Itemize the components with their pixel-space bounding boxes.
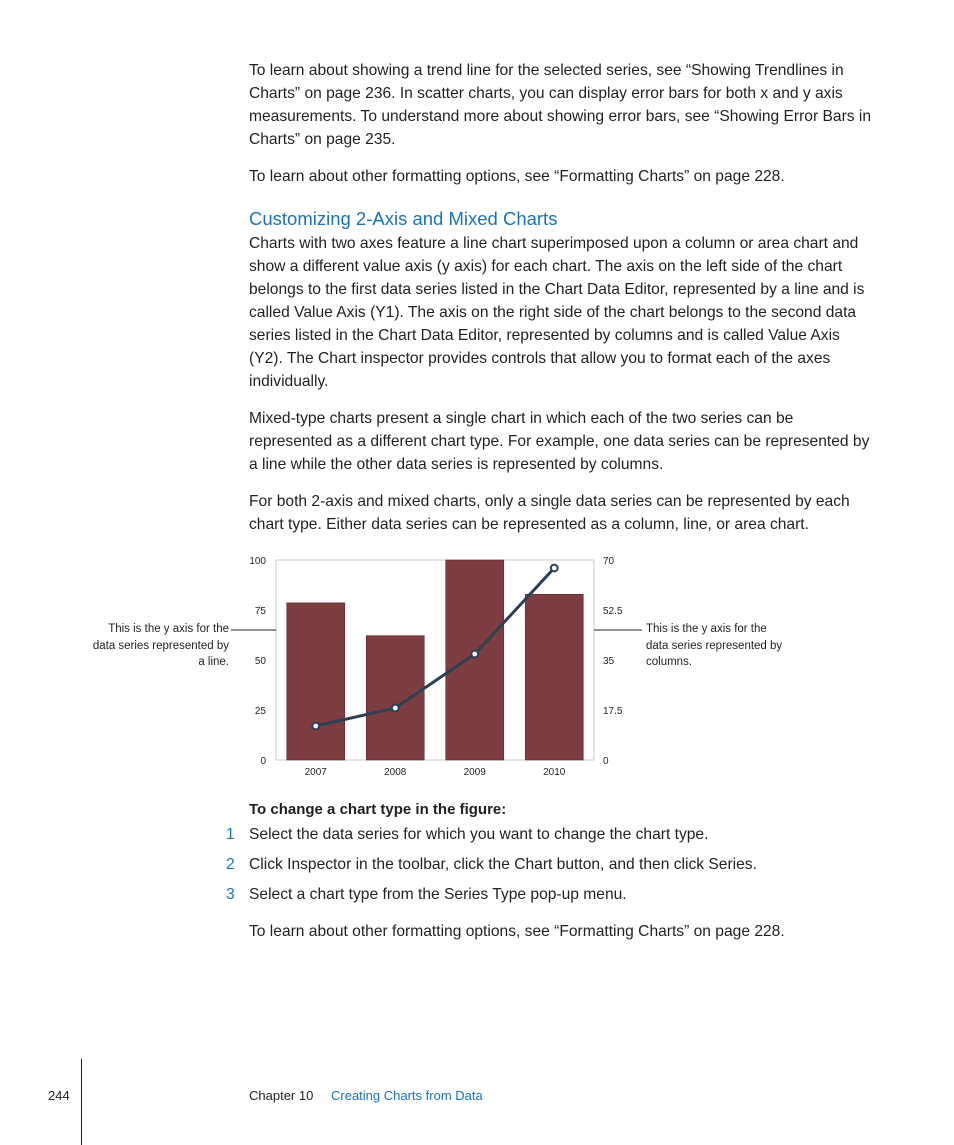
right-axis-tick-label: 17.5 — [603, 706, 623, 717]
closing-paragraph: To learn about other formatting options, see “Formatting Charts” on page 228. — [249, 923, 785, 940]
right-axis-ticks — [603, 556, 623, 767]
left-axis-callout: This is the y axis for the data series represented by a line. — [92, 623, 229, 668]
left-axis-tick-label: 50 — [254, 656, 266, 667]
footer-divider — [81, 1059, 82, 1145]
column-bar — [366, 636, 424, 760]
column-series — [287, 560, 584, 760]
step-text: Click Inspector in the toolbar, click the Chart button, and then click Series. — [249, 856, 757, 873]
column-bar — [525, 594, 583, 760]
line-point — [392, 705, 399, 712]
step-number: 3 — [226, 886, 235, 903]
procedure-title: To change a chart type in the figure: — [249, 801, 507, 818]
series-line — [316, 568, 555, 726]
mixed-type-paragraph: Mixed-type charts present a single chart in which each of the two series can be represented as a different chart type. For example, one data series can be represented by a line while the other data series is represented by columns. — [249, 410, 870, 473]
category-axis-ticks — [305, 767, 566, 778]
plot-area-frame — [276, 560, 594, 760]
left-axis-ticks — [249, 556, 266, 767]
category-tick-label: 2008 — [384, 767, 407, 778]
category-tick-label: 2010 — [543, 767, 566, 778]
left-axis-tick-label: 25 — [254, 706, 266, 717]
right-axis-tick-label: 52.5 — [603, 606, 623, 617]
left-axis-tick-label: 75 — [254, 606, 266, 617]
column-bar — [287, 603, 345, 760]
column-bar — [446, 560, 504, 760]
right-axis-tick-label: 70 — [603, 556, 615, 567]
step-number: 2 — [226, 856, 235, 873]
category-tick-label: 2009 — [463, 767, 486, 778]
right-axis-callout: This is the y axis for the data series represented by columns. — [646, 623, 783, 668]
line-point — [551, 565, 558, 572]
right-axis-tick-label: 35 — [603, 656, 615, 667]
section-heading: Customizing 2-Axis and Mixed Charts — [249, 208, 558, 229]
step-text: Select a chart type from the Series Type pop-up menu. — [249, 886, 627, 903]
right-axis-tick-label: 0 — [603, 756, 609, 767]
step-number: 1 — [226, 826, 235, 843]
category-tick-label: 2007 — [304, 767, 327, 778]
two-axis-paragraph: Charts with two axes feature a line chart superimposed upon a column or area chart and show a different value axis (y axis) for each chart. The axis on the left side of the chart belongs to the first data series listed in the Chart Data Editor, represented by a line and is called Value Axis (Y1). The axis on the right side of the chart belongs to the second data series listed in the Chart Data Editor, represented by columns and is called Value Axis (Y2). The Chart inspector provides controls that allow you to format each of the axes individually. — [249, 235, 865, 390]
both-types-paragraph: For both 2-axis and mixed charts, only a single data series can be represented by each chart type. Either data series can be represented as a column, line, or area chart. — [249, 493, 850, 533]
line-point — [312, 723, 319, 730]
footer-chapter: Chapter 10 — [249, 1088, 314, 1103]
footer-chapter-title: Creating Charts from Data — [331, 1088, 483, 1103]
page-number: 244 — [48, 1088, 70, 1103]
formatting-reference-paragraph: To learn about other formatting options, see “Formatting Charts” on page 228. — [249, 168, 785, 185]
step-text: Select the data series for which you want to change the chart type. — [249, 826, 709, 843]
left-axis-tick-label: 0 — [260, 756, 266, 767]
intro-paragraph: To learn about showing a trend line for the selected series, see “Showing Trendlines in Charts” on page 236. In scatter charts, you can display error bars for both x and y axis measurements. To understand more about showing error bars, see “Showing Error Bars in Charts” on page 235. — [249, 62, 872, 148]
line-point — [471, 651, 478, 658]
line-series — [312, 565, 557, 730]
left-axis-tick-label: 100 — [249, 556, 266, 567]
